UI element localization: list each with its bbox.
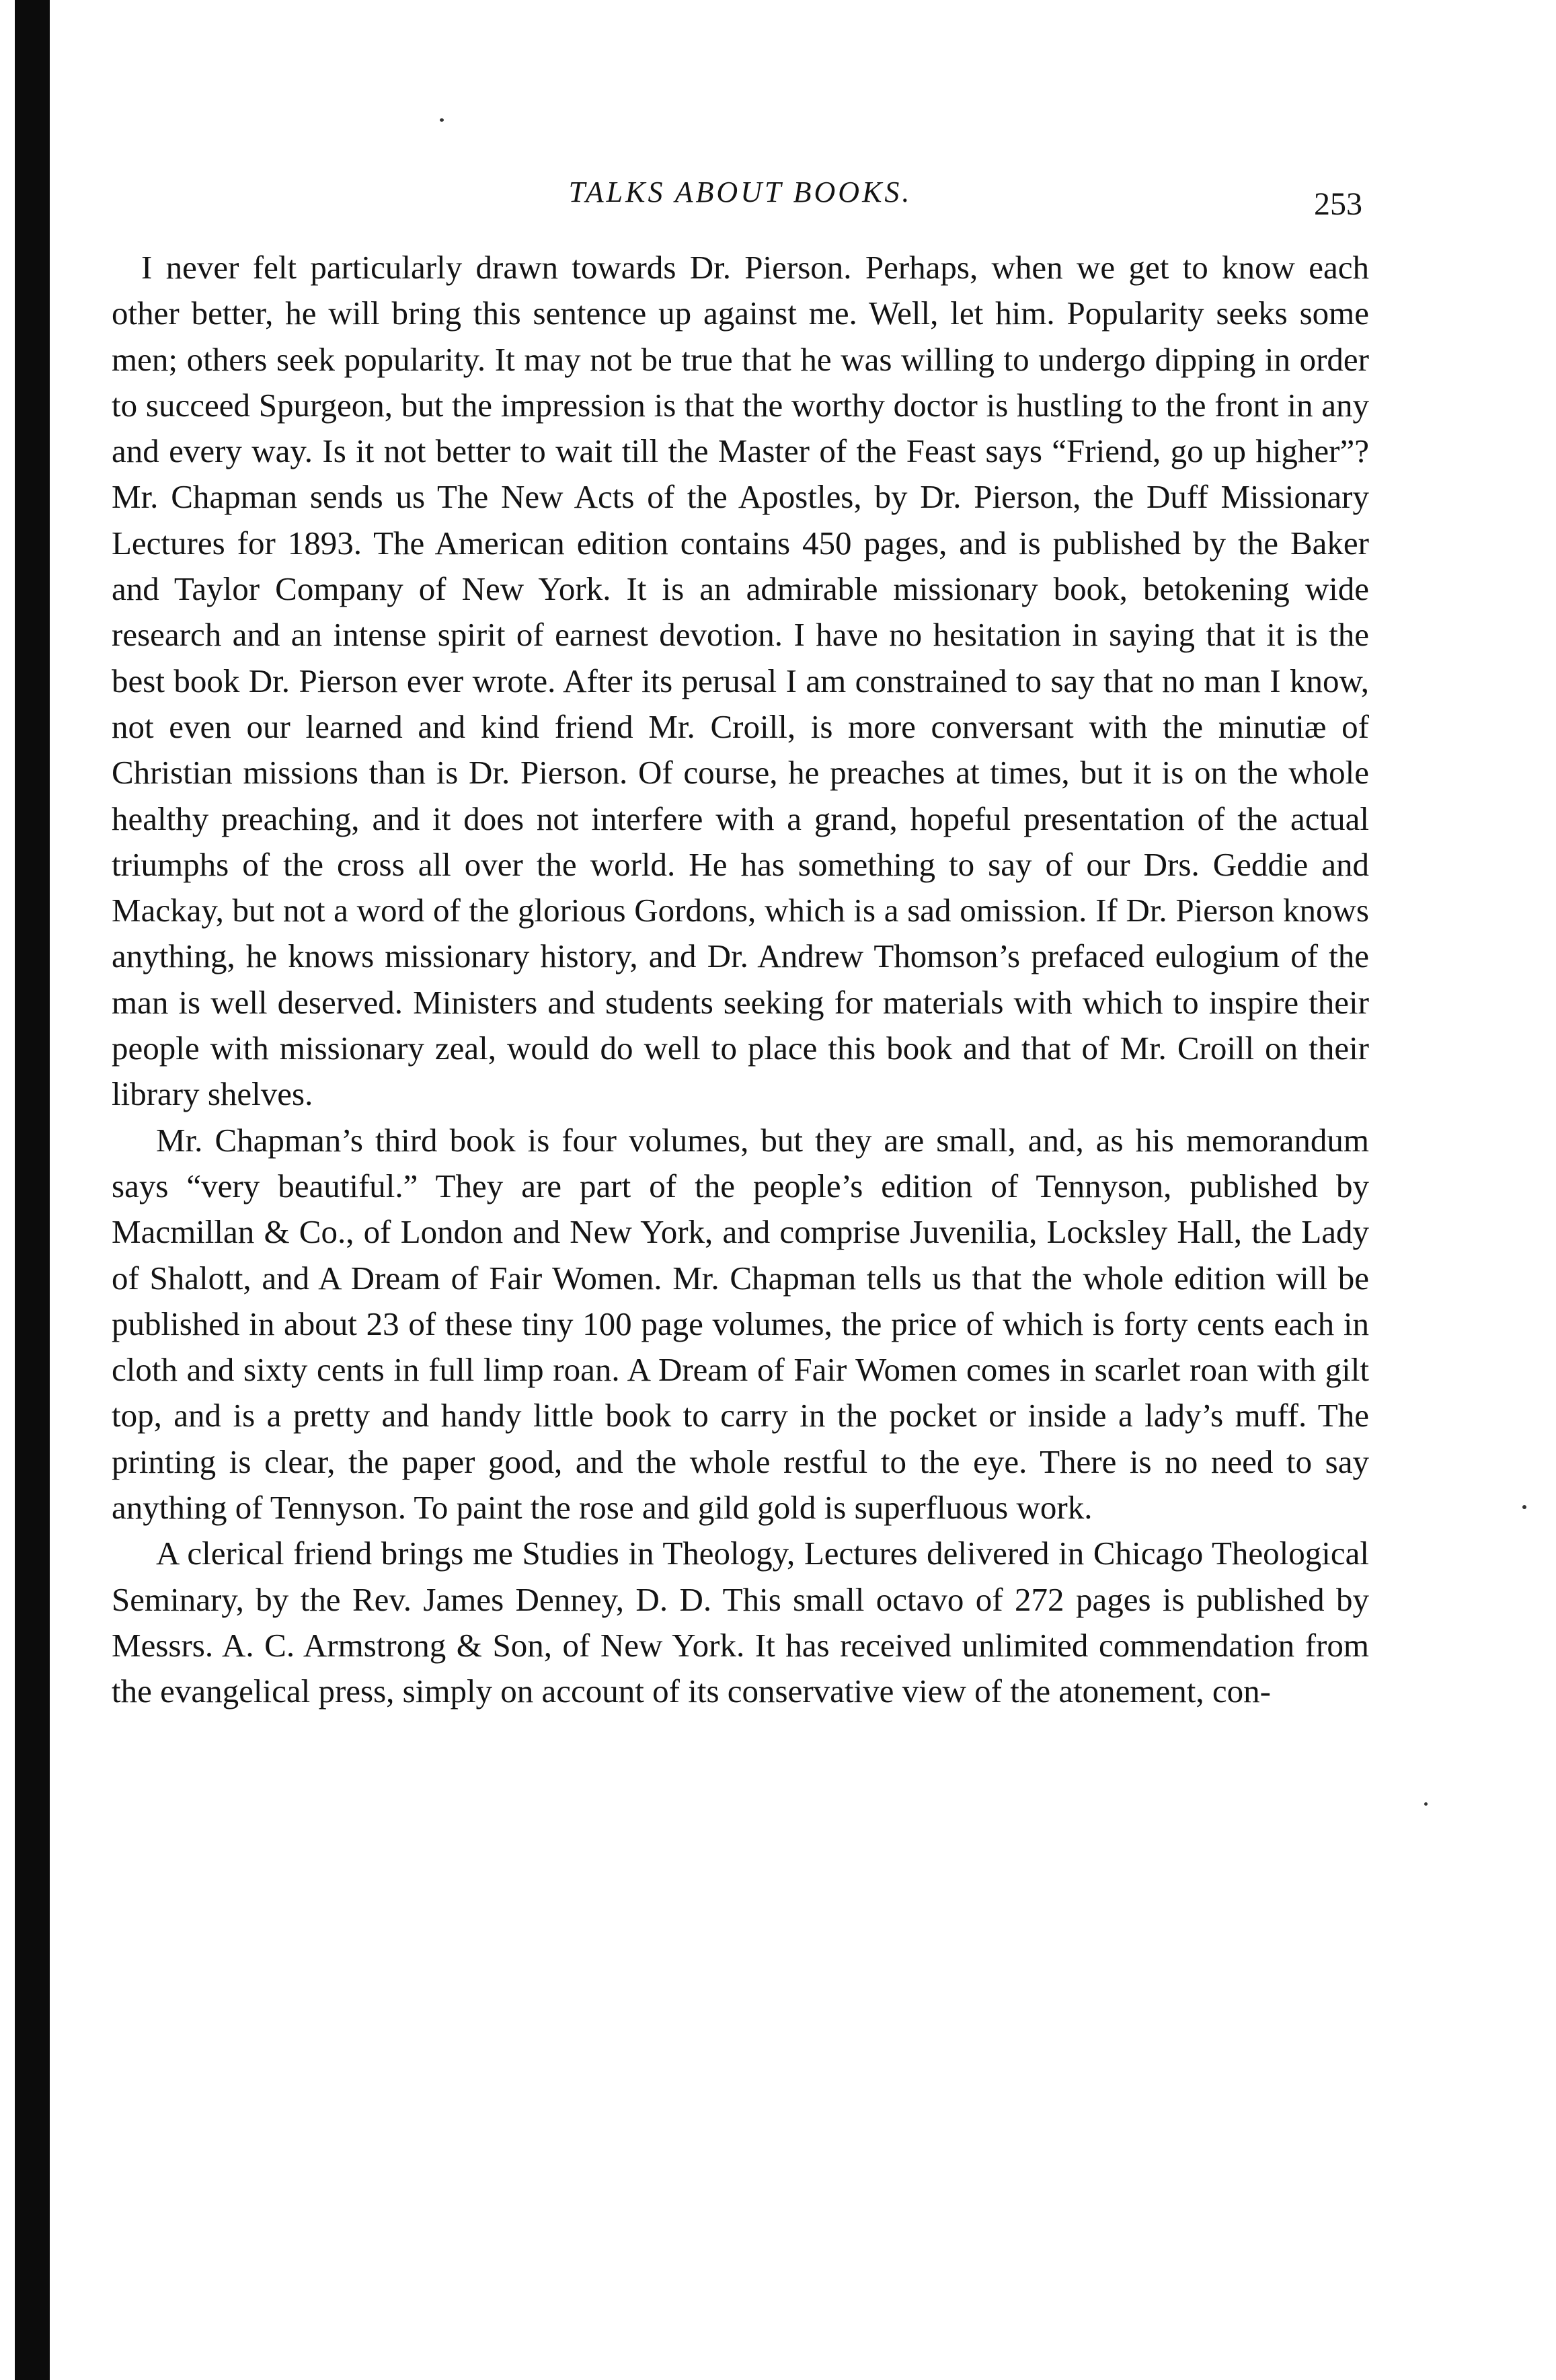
paragraph-theology-review: A clerical friend brings me Studies in Theology, Lectures delivered in Chicago Theological Seminary, by the Rev. James Denney, D. D. This small octavo of 272 pages is published by Messrs. A. C. Armstrong & Son, of New York. It has received unlimited commendation from the evangelical press, simply on account of its conservative view of the atonement, con- bbox=[112, 1535, 1369, 1710]
running-title: TALKS ABOUT BOOKS. bbox=[568, 176, 912, 208]
book-page bbox=[112, 148, 1369, 1715]
paragraph-tennyson-review: Mr. Chapman’s third book is four volumes, but they are small, and, as his memorandum says “very beautiful.” They are part of the people’s edition of Tennyson, published by Macmillan & Co., of London and New York, and comprise Juvenilia, Locksley Hall, the Lady of Shalott, and A Dream of Fair Women. Mr. Chapman tells us that the whole edition will be published in about 23 of these tiny 100 page volumes, the price of which is forty cents each in cloth and sixty cents in full limp roan. A Dream of Fair Women comes in scarlet roan with gilt top, and is a pretty and handy little book to carry in the pocket or inside a lady’s muff. The printing is clear, the paper good, and the whole restful to the eye. There is no need to say anything of Tennyson. To paint the rose and gild gold is superfluous work. bbox=[112, 1121, 1369, 1527]
scan-speck bbox=[1522, 1505, 1526, 1509]
page-number: 253 bbox=[1314, 186, 1362, 222]
scan-binding-edge bbox=[15, 0, 50, 2380]
body-text bbox=[112, 245, 1369, 1715]
scan-speck bbox=[1424, 1802, 1428, 1806]
running-head bbox=[112, 148, 1369, 229]
paragraph-pierson-review: I never felt particularly drawn towards Dr. Pierson. Perhaps, when we get to know each other better, he will bring this sentence up against me. Well, let him. Popularity seeks some men; others seek popularity. It may not be true that he was willing to undergo dipping in order to succeed Spurgeon, but the impression is that the worthy doctor is hustling to the front in any and every way. Is it not better to wait till the Master of the Feast says “Friend, go up higher”? Mr. Chapman sends us The New Acts of the Apostles, by Dr. Pierson, the Duff Missionary Lectures for 1893. The American edition contains 450 pages, and is published by the Baker and Taylor Company of New York. It is an admirable missionary book, betokening wide research and an intense spirit of earnest devotion. I have no hesitation in saying that it is the best book Dr. Pierson ever wrote. After its perusal I am constrained to say that no man I know, not even our learned and kind friend Mr. Croill, is more conversant with the minutiæ of Christian missions than is Dr. Pierson. Of course, he preaches at times, but it is on the whole healthy preaching, and it does not interfere with a grand, hopeful presentation of the actual triumphs of the cross all over the world. He has something to say of our Drs. Geddie and Mackay, but not a word of the glorious Gordons, which is a sad omission. If Dr. Pierson knows anything, he knows missionary history, and Dr. Andrew Thomson’s prefaced eulogium of the man is well deserved. Ministers and students seeking for materials with which to inspire their people with missionary zeal, would do well to place this book and that of Mr. Croill on their library shelves. bbox=[112, 249, 1369, 1113]
scan-speck bbox=[440, 118, 444, 122]
